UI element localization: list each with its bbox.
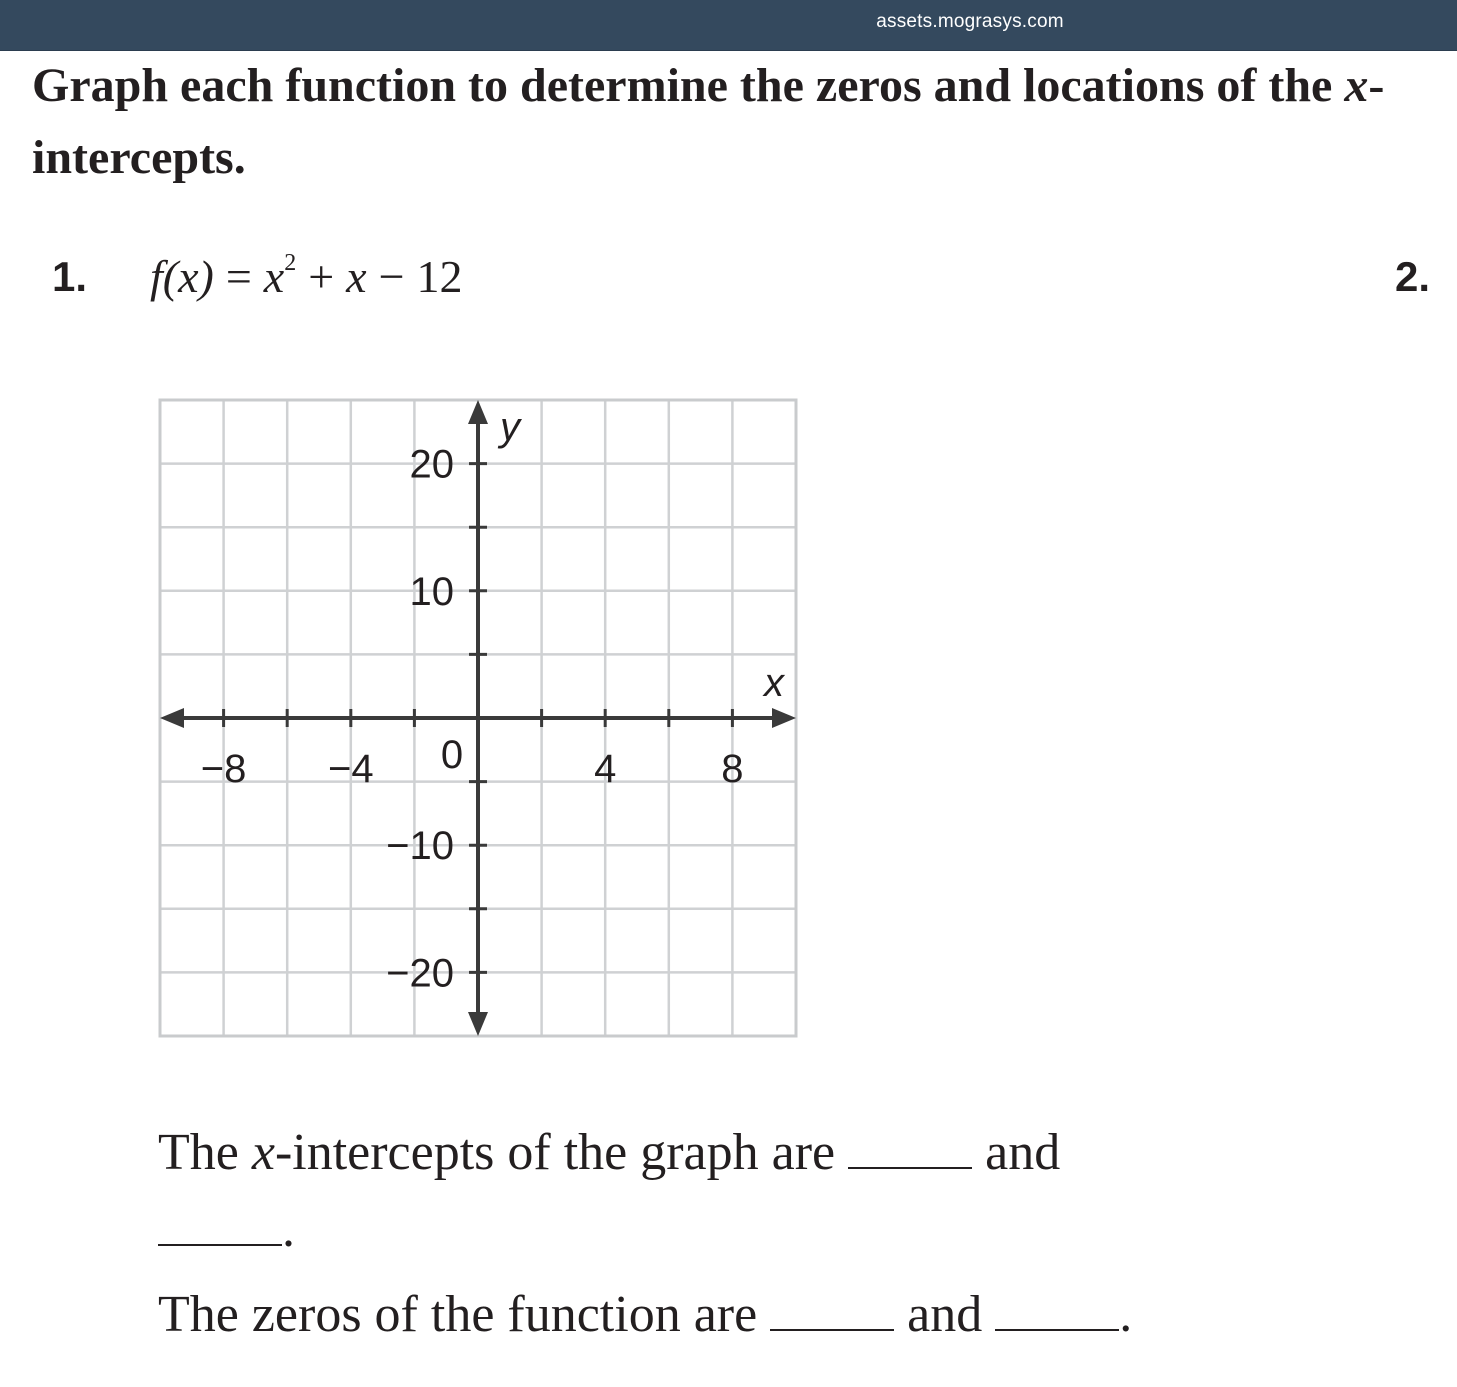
equation-x-linear: x [346,251,367,302]
answer-sentence-zeros [158,1285,1132,1344]
x-axis-arrow-left [160,708,184,728]
y-axis-arrow-up [468,400,488,424]
sentence-text: The [158,1124,252,1181]
period: . [282,1201,295,1258]
zero-blank-1[interactable] [770,1328,894,1331]
instructions-text: Graph each function to determine the zeros and locations of the [32,59,1345,112]
y-tick-label: −10 [386,824,454,869]
instructions [32,50,1442,194]
answer-sentence-intercepts [158,1123,1060,1182]
browser-address-bar[interactable] [0,0,1457,51]
x-tick-label: 4 [594,747,617,791]
x-axis-label: x [764,661,784,705]
answer-sentence-continuation [158,1200,295,1259]
y-tick-label: −20 [386,951,454,996]
problem-number-1: 1. [52,253,88,300]
y-tick-label: 20 [409,442,454,487]
y-axis-arrow-down [468,1012,488,1036]
and-text: and [985,1124,1061,1181]
equation-plus: + [308,251,335,302]
equation-constant: 12 [416,251,463,302]
coordinate-grid[interactable] [155,395,805,1045]
x-tick-label: −4 [327,747,374,791]
sentence-text: The zeros of the function are [158,1286,758,1343]
x-intercept-blank-1[interactable] [848,1166,972,1169]
instructions-text-end: -intercepts. [32,59,1385,184]
tick-labels [201,405,786,995]
x-tick-label: −8 [200,747,247,791]
equation-lhs: f(x) [150,251,214,302]
x-axis-arrow-right [772,708,796,728]
function-equation [150,250,463,303]
x-intercept-blank-2[interactable] [158,1243,282,1246]
problem-number-2: 2. [1395,253,1431,300]
sentence-variable: x [251,1124,275,1181]
equation-x-squared: x [263,251,285,302]
y-axis-label: y [500,405,520,449]
sentence-text: -intercepts of the graph are [274,1124,836,1181]
zero-blank-2[interactable] [995,1328,1119,1331]
period: . [1119,1286,1133,1343]
axes [160,400,796,1036]
origin-label: 0 [440,733,464,777]
instructions-variable: x [1344,59,1369,112]
y-tick-label: 10 [409,569,454,614]
equation-minus: − [378,251,405,302]
and-text: and [907,1286,983,1343]
x-tick-label: 8 [721,747,744,791]
url-text[interactable]: assets.mograsys.com [876,11,1064,32]
equation-equals: = [225,251,252,302]
equation-exponent: 2 [284,250,297,276]
